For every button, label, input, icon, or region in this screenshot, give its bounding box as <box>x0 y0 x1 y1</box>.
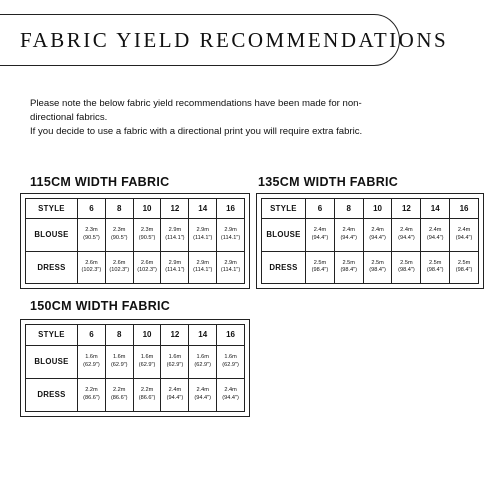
yield-cell: 2.3m (90.5") <box>133 219 161 251</box>
yield-cell: 1.6m (62.9") <box>217 345 245 378</box>
table-row <box>26 325 245 346</box>
size-header: 8 <box>105 325 133 346</box>
style-header: STYLE <box>26 199 78 219</box>
yield-cell: 2.2m (86.6") <box>105 378 133 411</box>
row-label: BLOUSE <box>26 345 78 378</box>
table-row <box>262 219 479 251</box>
yield-cell: 2.4m (94.4") <box>363 219 392 251</box>
yield-cell: 2.2m (86.6") <box>133 378 161 411</box>
style-header: STYLE <box>262 199 306 219</box>
row-label: DRESS <box>26 251 78 283</box>
yield-cell: 1.6m (62.9") <box>189 345 217 378</box>
table-115-frame <box>20 193 250 289</box>
table-150-heading: 150CM WIDTH FABRIC <box>30 299 171 313</box>
size-header: 8 <box>105 199 133 219</box>
yield-cell: 2.4m (94.4") <box>421 219 450 251</box>
yield-cell: 2.5m (98.4") <box>306 251 335 283</box>
row-label: BLOUSE <box>262 219 306 251</box>
size-header: 14 <box>189 325 217 346</box>
yield-cell: 2.3m (90.5") <box>78 219 106 251</box>
yield-cell: 1.6m (62.9") <box>161 345 189 378</box>
yield-cell: 2.9m (114.1") <box>161 251 189 283</box>
table-row <box>26 345 245 378</box>
size-header: 6 <box>78 325 106 346</box>
size-header: 6 <box>78 199 106 219</box>
yield-cell: 2.5m (98.4") <box>450 251 479 283</box>
size-header: 14 <box>189 199 217 219</box>
yield-cell: 2.5m (98.4") <box>392 251 421 283</box>
yield-note <box>30 97 390 139</box>
yield-cell: 2.6m (102.3") <box>78 251 106 283</box>
yield-cell: 2.9m (114.1") <box>217 251 245 283</box>
size-header: 12 <box>392 199 421 219</box>
table-row <box>26 378 245 411</box>
note-line-2: If you decide to use a fabric with a directional print you will require extra fabric. <box>30 126 363 137</box>
row-label: BLOUSE <box>26 219 78 251</box>
size-header: 16 <box>217 199 245 219</box>
yield-cell: 1.6m (62.9") <box>133 345 161 378</box>
note-line-1: Please note the below fabric yield recommendations have been made for non-directional fabrics. <box>30 98 362 123</box>
page-title: FABRIC YIELD RECOMMENDATIONS <box>20 28 449 52</box>
yield-cell: 2.4m (94.4") <box>217 378 245 411</box>
size-header: 14 <box>421 199 450 219</box>
yield-cell: 2.4m (94.4") <box>189 378 217 411</box>
table-row <box>26 219 245 251</box>
size-header: 8 <box>334 199 363 219</box>
table-135 <box>261 198 479 284</box>
yield-cell: 2.4m (94.4") <box>161 378 189 411</box>
yield-cell: 2.5m (98.4") <box>421 251 450 283</box>
size-header: 10 <box>363 199 392 219</box>
yield-cell: 2.9m (114.1") <box>189 219 217 251</box>
size-header: 12 <box>161 199 189 219</box>
table-row <box>26 199 245 219</box>
table-row <box>262 199 479 219</box>
style-header: STYLE <box>26 325 78 346</box>
yield-cell: 2.5m (98.4") <box>334 251 363 283</box>
yield-cell: 2.5m (98.4") <box>363 251 392 283</box>
yield-cell: 1.6m (62.9") <box>105 345 133 378</box>
yield-cell: 2.9m (114.1") <box>161 219 189 251</box>
yield-cell: 2.2m (86.6") <box>78 378 106 411</box>
table-115-heading: 115CM WIDTH FABRIC <box>30 175 170 189</box>
row-label: DRESS <box>262 251 306 283</box>
size-header: 16 <box>450 199 479 219</box>
table-150 <box>25 324 245 412</box>
size-header: 6 <box>306 199 335 219</box>
yield-cell: 2.9m (114.1") <box>189 251 217 283</box>
size-header: 10 <box>133 325 161 346</box>
yield-cell: 1.6m (62.9") <box>78 345 106 378</box>
yield-cell: 2.9m (114.1") <box>217 219 245 251</box>
size-header: 16 <box>217 325 245 346</box>
size-header: 12 <box>161 325 189 346</box>
table-150-frame <box>20 319 250 417</box>
yield-cell: 2.4m (94.4") <box>334 219 363 251</box>
table-115 <box>25 198 245 284</box>
yield-cell: 2.6m (102.3") <box>105 251 133 283</box>
yield-cell: 2.6m (102.3") <box>133 251 161 283</box>
table-135-heading: 135CM WIDTH FABRIC <box>258 175 399 189</box>
row-label: DRESS <box>26 378 78 411</box>
table-row <box>26 251 245 283</box>
yield-cell: 2.3m (90.5") <box>105 219 133 251</box>
table-row <box>262 251 479 283</box>
yield-cell: 2.4m (94.4") <box>306 219 335 251</box>
yield-cell: 2.4m (94.4") <box>450 219 479 251</box>
size-header: 10 <box>133 199 161 219</box>
table-135-frame <box>256 193 484 289</box>
yield-cell: 2.4m (94.4") <box>392 219 421 251</box>
